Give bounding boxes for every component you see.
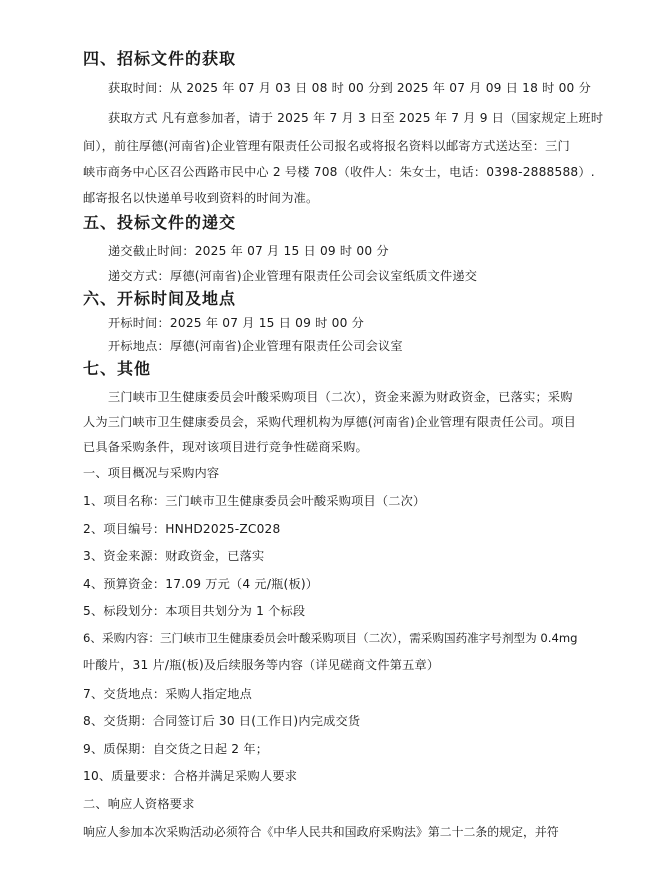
item-4-budget: 4、预算资金：17.09 万元（4 元/瓶(板)）: [83, 577, 319, 591]
other-intro-line-2: 人为三门峡市卫生健康委员会，采购代理机构为厚德(河南省)企业管理有限责任公司。项目: [83, 415, 577, 429]
item-6-content-line-2: 叶酸片，31 片/瓶(板)及后续服务等内容（详见磋商文件第五章）: [83, 658, 440, 672]
subheading-qualification: 二、响应人资格要求: [83, 797, 195, 811]
qualification-line-1: 响应人参加本次采购活动必须符合《中华人民共和国政府采购法》第二十二条的规定，并符: [83, 825, 559, 839]
item-7-delivery-place: 7、交货地点：采购人指定地点: [83, 687, 252, 701]
section-5-heading: 五、投标文件的递交: [83, 213, 237, 232]
other-intro-line-1: 三门峡市卫生健康委员会叶酸采购项目（二次），资金来源为财政资金，已落实；采购: [108, 390, 573, 404]
item-5-lot-division: 5、标段划分：本项目共划分为 1 个标段: [83, 604, 306, 618]
subheading-project-overview: 一、项目概况与采购内容: [83, 466, 220, 480]
section-4-heading: 四、招标文件的获取: [83, 49, 237, 68]
item-1-project-name: 1、项目名称：三门峡市卫生健康委员会叶酸采购项目（二次）: [83, 494, 426, 508]
opening-time: 开标时间：2025 年 07 月 15 日 09 时 00 分: [108, 316, 364, 330]
section-7-heading: 七、其他: [83, 359, 152, 378]
section-6-heading: 六、开标时间及地点: [83, 289, 237, 308]
acquisition-method-line-2: 间），前往厚德(河南省)企业管理有限责任公司报名或将报名资料以邮寄方式送达至：三门: [83, 139, 570, 153]
item-10-quality: 10、质量要求：合格并满足采购人要求: [83, 769, 298, 783]
other-intro-line-3: 已具备采购条件，现对该项目进行竞争性磋商采购。: [83, 440, 368, 454]
item-2-project-number: 2、项目编号：HNHD2025-ZC028: [83, 522, 281, 536]
opening-place: 开标地点：厚德(河南省)企业管理有限责任公司会议室: [108, 339, 403, 353]
acquisition-method-line-1: 获取方式 凡有意参加者，请于 2025 年 7 月 3 日至 2025 年 7 月 9 日（国家规定上班时: [108, 111, 604, 125]
item-9-warranty: 9、质保期：自交货之日起 2 年；: [83, 742, 269, 756]
submission-method: 递交方式：厚德(河南省)企业管理有限责任公司会议室纸质文件递交: [108, 269, 478, 283]
item-6-content-line-1: 6、采购内容：三门峡市卫生健康委员会叶酸采购项目（二次），需采购国药准字号剂型为 0.4mg: [83, 631, 578, 645]
acquisition-time: 获取时间：从 2025 年 07 月 03 日 08 时 00 分到 2025 年 07 月 09 日 18 时 00 分: [108, 81, 591, 95]
acquisition-method-line-3: 峡市商务中心区召公西路市民中心 2 号楼 708（收件人：朱女士，电话：0398-2888588）.: [83, 165, 595, 179]
item-3-fund-source: 3、资金来源：财政资金，已落实: [83, 549, 265, 563]
acquisition-method-line-4: 邮寄报名以快递单号收到资料的时间为准。: [83, 191, 319, 205]
submission-deadline: 递交截止时间：2025 年 07 月 15 日 09 时 00 分: [108, 244, 389, 258]
item-8-delivery-period: 8、交货期：合同签订后 30 日(工作日)内完成交货: [83, 714, 361, 728]
